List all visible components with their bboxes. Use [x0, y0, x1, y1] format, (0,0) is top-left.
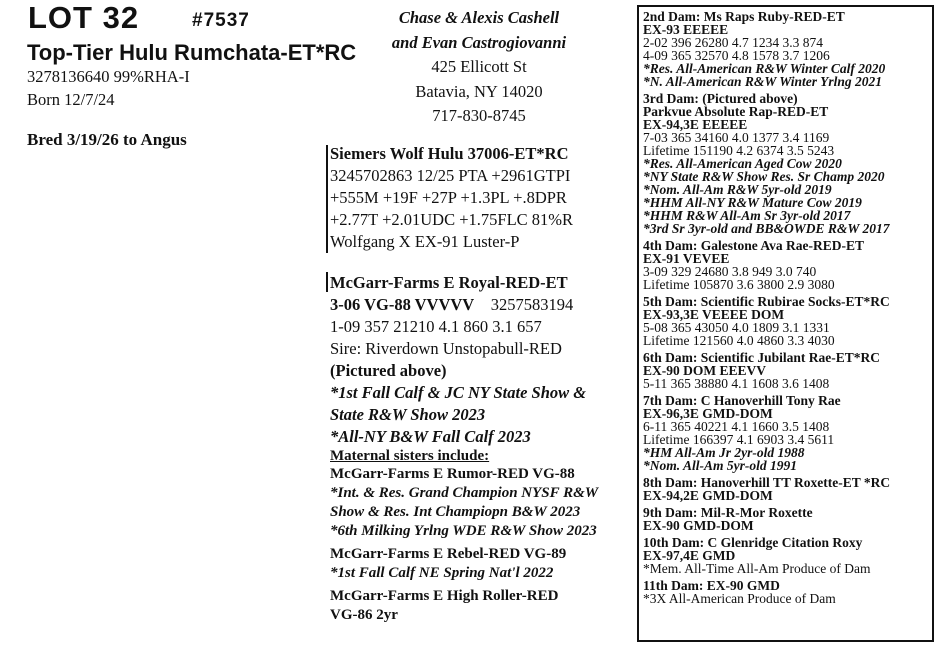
sister-1-name: McGarr-Farms E Rumor-RED VG-88 — [330, 466, 575, 482]
pedigree-dam-title: 10th Dam: C Glenridge Citation Roxy — [643, 535, 863, 550]
sire-block — [330, 143, 573, 253]
pedigree-dam-classification: EX-90 DOM EEEVV — [643, 363, 767, 378]
pedigree-dam-award: *NY State R&W Show Res. Sr Champ 2020 — [643, 169, 885, 184]
pedigree-dam-title: 2nd Dam: Ms Raps Ruby-RED-ET — [643, 9, 845, 24]
pedigree-dam-record: 2-02 396 26280 4.7 1234 3.3 874 — [643, 35, 823, 50]
sire-name: Siemers Wolf Hulu 37006-ET*RC — [330, 144, 569, 163]
pedigree-dam-record: *Mem. All-Time All-Am Produce of Dam — [643, 561, 871, 576]
pedigree-dam-award: *3rd Sr 3yr-old and BB&OWDE R&W 2017 — [643, 221, 890, 236]
pedigree-dam-record: 3-09 329 24680 3.8 949 3.0 740 — [643, 264, 817, 279]
pedigree-dam-title: 5th Dam: Scientific Rubirae Socks-ET*RC — [643, 294, 890, 309]
sister-1-award-2: Show & Res. Int Champiopn B&W 2023 — [330, 504, 581, 520]
consignor-phone: 717-830-8745 — [432, 106, 526, 125]
pedigree-dam-award: *HHM R&W All-Am Sr 3yr-old 2017 — [643, 208, 851, 223]
pedigree-entry — [643, 295, 933, 347]
dam-name: McGarr-Farms E Royal-RED-ET — [330, 273, 568, 292]
pedigree-dam-classification: EX-93,3E VEEEE DOM — [643, 307, 785, 322]
sire-line-1: 3245702863 12/25 PTA +2961GTPI — [330, 166, 571, 185]
pedigree-list — [643, 10, 933, 605]
pedigree-entry — [643, 579, 933, 605]
dam-bracket — [326, 272, 328, 292]
pedigree-entry — [643, 92, 933, 235]
sire-line-3: +2.77T +2.01UDC +1.75FLC 81%R — [330, 210, 574, 229]
dam-award-1: *1st Fall Calf & JC NY State Show & — [330, 383, 587, 402]
lot-number: #7537 — [192, 10, 250, 31]
pedigree-entry — [643, 239, 933, 291]
sire-line-2: +555M +19F +27P +1.3PL +.8DPR — [330, 188, 567, 207]
registration-line: 3278136640 99%RHA-I — [27, 67, 190, 86]
pedigree-dam-classification: EX-97,4E GMD — [643, 548, 736, 563]
lot-label: LOT 32 — [28, 0, 140, 35]
sister-2-name: McGarr-Farms E Rebel-RED VG-89 — [330, 546, 567, 562]
pedigree-dam-title: 8th Dam: Hanoverhill TT Roxette-ET *RC — [643, 475, 891, 490]
pedigree-dam-record: 6-11 365 40221 4.1 1660 3.5 1408 — [643, 419, 830, 434]
pedigree-dam-title: 9th Dam: Mil-R-Mor Roxette — [643, 505, 813, 520]
pedigree-dam-award: *Nom. All-Am R&W 5yr-old 2019 — [643, 182, 832, 197]
pedigree-entry — [643, 394, 933, 472]
dam-registration: 3257583194 — [490, 295, 574, 314]
pedigree-dam-award: *HHM All-NY R&W Mature Cow 2019 — [643, 195, 862, 210]
pedigree-dam-classification: EX-94,2E GMD-DOM — [643, 488, 773, 503]
pedigree-dam-award: *HM All-Am Jr 2yr-old 1988 — [643, 445, 805, 460]
animal-name: Top-Tier Hulu Rumchata-ET*RC — [27, 40, 357, 65]
dam-sire: Sire: Riverdown Unstopabull-RED — [330, 339, 562, 358]
consignor-names-2: and Evan Castrogiovanni — [391, 32, 567, 52]
consignor-names-1: Chase & Alexis Cashell — [398, 8, 560, 27]
sister-1-award-1: *Int. & Res. Grand Champion NYSF R&W — [330, 485, 599, 501]
pedigree-dam-classification: EX-93 EEEEE — [643, 22, 729, 37]
dam-block — [330, 272, 598, 625]
pedigree-entry — [643, 506, 933, 532]
pedigree-dam-award: *Res. All-American R&W Winter Calf 2020 — [643, 61, 886, 76]
dam-award-2: State R&W Show 2023 — [330, 405, 486, 424]
pedigree-dam-title: 4th Dam: Galestone Ava Rae-RED-ET — [643, 238, 864, 253]
dam-classification: 3-06 VG-88 VVVVV — [330, 295, 475, 314]
pedigree-dam-record: 5-08 365 43050 4.0 1809 3.1 1331 — [643, 320, 830, 335]
pedigree-dam-award: *Res. All-American Aged Cow 2020 — [643, 156, 842, 171]
bred-info: Bred 3/19/26 to Angus — [27, 130, 187, 149]
sister-2-award-1: *1st Fall Calf NE Spring Nat'l 2022 — [330, 565, 554, 581]
pedigree-dam-record: Lifetime 105870 3.6 3800 2.9 3080 — [643, 277, 835, 292]
pedigree-entry — [643, 536, 933, 575]
pedigree-dam-record: 4-09 365 32570 4.8 1578 3.7 1206 — [643, 48, 830, 63]
pedigree-dam-record: 5-11 365 38880 4.1 1608 3.6 1408 — [643, 376, 830, 391]
pedigree-dam-record: 7-03 365 34160 4.0 1377 3.4 1169 — [643, 130, 830, 145]
pedigree-dam-award: *N. All-American R&W Winter Yrlng 2021 — [643, 74, 883, 89]
pedigree-dam-award: *Nom. All-Am 5yr-old 1991 — [643, 458, 797, 473]
pedigree-dam-title: 11th Dam: EX-90 GMD — [643, 578, 780, 593]
pedigree-entry — [643, 351, 933, 390]
sister-1-award-3: *6th Milking Yrlng WDE R&W Show 2023 — [330, 523, 597, 539]
pedigree-dam-record: Lifetime 166397 4.1 6903 3.4 5611 — [643, 432, 835, 447]
sister-3-name: McGarr-Farms E High Roller-RED — [330, 588, 559, 604]
dam-award-3: *All-NY B&W Fall Calf 2023 — [330, 427, 531, 446]
pedigree-dam-name: Parkvue Absolute Rap-RED-ET — [643, 104, 829, 119]
pedigree-dam-classification: EX-96,3E GMD-DOM — [643, 406, 773, 421]
pedigree-entry — [643, 10, 933, 88]
pedigree-dam-title: 6th Dam: Scientific Jubilant Rae-ET*RC — [643, 350, 880, 365]
birth-date: Born 12/7/24 — [27, 90, 115, 109]
dam-class-row — [330, 294, 598, 316]
pedigree-dam-classification: EX-91 VEVEE — [643, 251, 730, 266]
sister-3-award-1: VG-86 2yr — [330, 607, 398, 623]
pedigree-entry — [643, 476, 933, 502]
maternal-sisters-header: Maternal sisters include: — [330, 448, 490, 464]
pedigree-dam-record: *3X All-American Produce of Dam — [643, 591, 836, 606]
pedigree-dam-classification: EX-94,3E EEEEE — [643, 117, 748, 132]
dam-pictured: (Pictured above) — [330, 361, 447, 380]
consignor-block — [368, 6, 590, 129]
dam-record: 1-09 357 21210 4.1 860 3.1 657 — [330, 317, 542, 336]
sire-line-4: Wolfgang X EX-91 Luster-P — [330, 232, 520, 251]
pedigree-dam-title: 7th Dam: C Hanoverhill Tony Rae — [643, 393, 841, 408]
consignor-city: Batavia, NY 14020 — [415, 81, 543, 101]
consignor-address: 425 Ellicott St — [431, 57, 527, 76]
pedigree-dam-record: Lifetime 121560 4.0 4860 3.3 4030 — [643, 333, 835, 348]
pedigree-dam-title: 3rd Dam: (Pictured above) — [643, 91, 798, 106]
sire-bracket — [326, 145, 328, 253]
pedigree-dam-classification: EX-90 GMD-DOM — [643, 518, 754, 533]
pedigree-dam-record: Lifetime 151190 4.2 6374 3.5 5243 — [643, 143, 835, 158]
